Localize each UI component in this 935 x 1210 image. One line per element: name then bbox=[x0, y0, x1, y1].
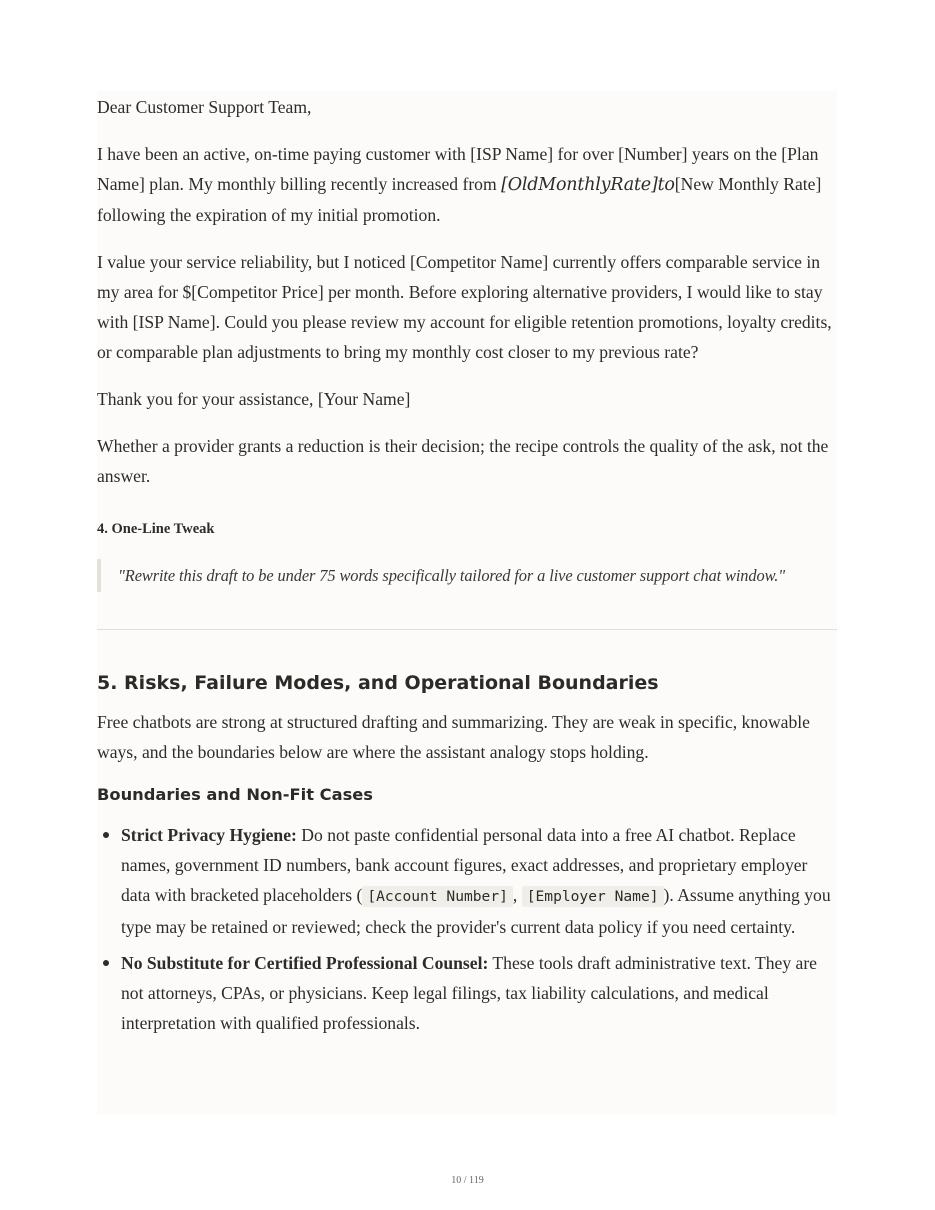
tweak-blockquote bbox=[97, 559, 839, 592]
bullet-icon bbox=[103, 960, 109, 966]
section-5-title: 5. Risks, Failure Modes, and Operational Boundaries bbox=[97, 672, 659, 694]
list-item bbox=[97, 820, 839, 942]
list-item-label: Strict Privacy Hygiene: bbox=[121, 825, 297, 845]
letter-paragraph-1 bbox=[97, 139, 839, 230]
letter-paragraph-2: I value your service reliability, but I noticed [Competitor Name] currently offers comparable service in my area for $[Competitor Price] per month. Before exploring alternative providers, I would like to stay with [ISP Name]. Could you please review my account for eligible retention promotions, loyalty credits, or comparable plan adjustments to bring my monthly cost closer to my previous rate? bbox=[97, 252, 832, 362]
letter-greeting: Dear Customer Support Team, bbox=[97, 97, 312, 117]
list-item-text: ). Assume anything you type may be retained or reviewed; check the provider's current data policy if you need certainty. bbox=[121, 885, 831, 937]
list-item-label: No Substitute for Certified Professional Counsel: bbox=[121, 953, 489, 973]
section-5-intro: Free chatbots are strong at structured drafting and summarizing. They are weak in specific, knowable ways, and the boundaries below are where the assistant analogy stops holding. bbox=[97, 712, 810, 762]
boundaries-subheading: Boundaries and Non-Fit Cases bbox=[97, 785, 374, 804]
recipe-note: Whether a provider grants a reduction is their decision; the recipe controls the quality of the ask, not the answer. bbox=[97, 436, 829, 486]
list-item bbox=[97, 948, 839, 1038]
letter-paragraph-1-start: I have been an active, on-time paying customer with [ISP Name] for over [Number] years on the [Plan Name] plan. My monthly billing recently increased from bbox=[97, 144, 819, 194]
letter-paragraph-1-end: [New Monthly Rate] following the expiration of my initial promotion. bbox=[97, 174, 822, 225]
letter-closing: Thank you for your assistance, [Your Name] bbox=[97, 389, 411, 409]
section-divider bbox=[97, 629, 837, 630]
bullet-icon bbox=[103, 832, 109, 838]
document-content bbox=[97, 92, 839, 1038]
list-item-text: These tools draft administrative text. They are not attorneys, CPAs, or physicians. Keep legal filings, tax liability calculations, and medical interpretation with qualified professionals. bbox=[121, 953, 817, 1033]
boundaries-list bbox=[97, 820, 839, 1038]
list-item-text: Do not paste confidential personal data into a free AI chatbot. Replace names, government ID numbers, bank account figures, exact addresses, and proprietary employer data with bracketed placeholders ( bbox=[121, 825, 808, 905]
tweak-heading: 4. One-Line Tweak bbox=[97, 521, 215, 537]
list-item-separator: , bbox=[512, 885, 522, 905]
page-number: 10 / 119 bbox=[451, 1175, 484, 1186]
inline-code: [Account Number] bbox=[362, 886, 513, 907]
inline-code: [Employer Name] bbox=[522, 886, 664, 907]
inline-math: [OldMonthlyRate]to bbox=[501, 175, 675, 195]
tweak-quote-text: "Rewrite this draft to be under 75 words specifically tailored for a live customer support chat window." bbox=[118, 565, 785, 585]
